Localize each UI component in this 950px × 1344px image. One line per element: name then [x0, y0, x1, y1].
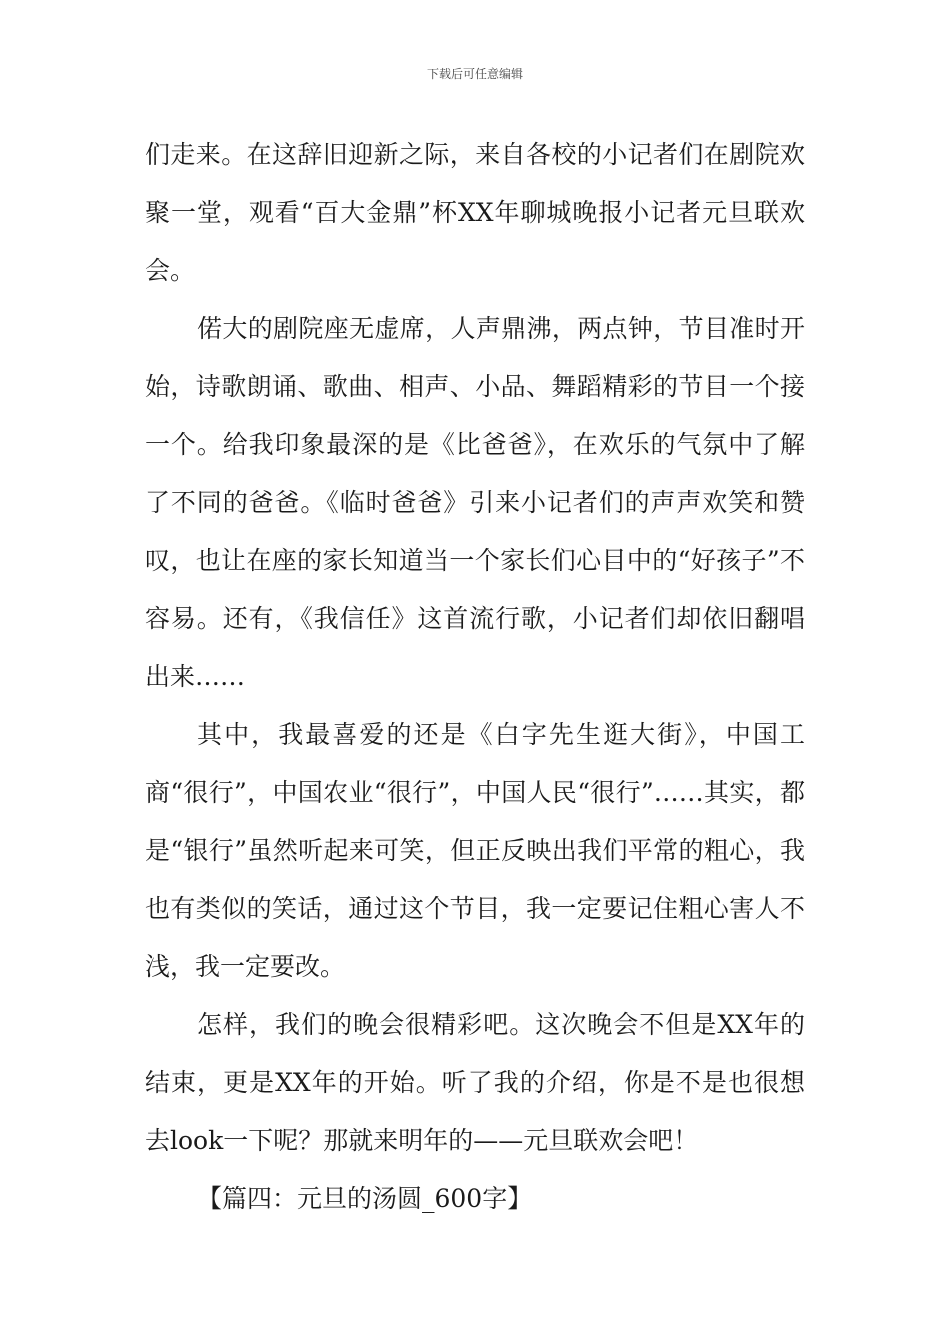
- document-body: [145, 126, 805, 1228]
- paragraph-2: 偌大的剧院座无虚席，人声鼎沸，两点钟，节目准时开始，诗歌朗诵、歌曲、相声、小品、舞蹈精彩的节目一个接一个。给我印象最深的是《比爸爸》，在欢乐的气氛中了解了不同的爸爸。《临时爸爸》引来小记者们的声声欢笑和赞叹，也让在座的家长知道当一个家长们心目中的“好孩子”不容易。还有，《我信任》这首流行歌，小记者们却依旧翻唱出来……: [145, 314, 805, 691]
- paragraph-1: 们走来。在这辞旧迎新之际，来自各校的小记者们在剧院欢聚一堂，观看“百大金鼎”杯XX年聊城晚报小记者元旦联欢会。: [145, 140, 805, 285]
- section-heading: 【篇四：元旦的汤圆_600字】: [197, 1184, 533, 1213]
- page-header: 下载后可任意编辑: [426, 67, 523, 81]
- paragraph-3: 其中，我最喜爱的还是《白字先生逛大街》，中国工商“很行”，中国农业“很行”，中国人民“很行”……其实，都是“银行”虽然听起来可笑，但正反映出我们平常的粗心，我也有类似的笑话，通过这个节目，我一定要记住粗心害人不浅，我一定要改。: [145, 720, 805, 981]
- paragraph-4: 怎样，我们的晚会很精彩吧。这次晚会不但是XX年的结束，更是XX年的开始。听了我的介绍，你是不是也很想去look一下呢？那就来明年的——元旦联欢会吧！: [145, 1010, 805, 1155]
